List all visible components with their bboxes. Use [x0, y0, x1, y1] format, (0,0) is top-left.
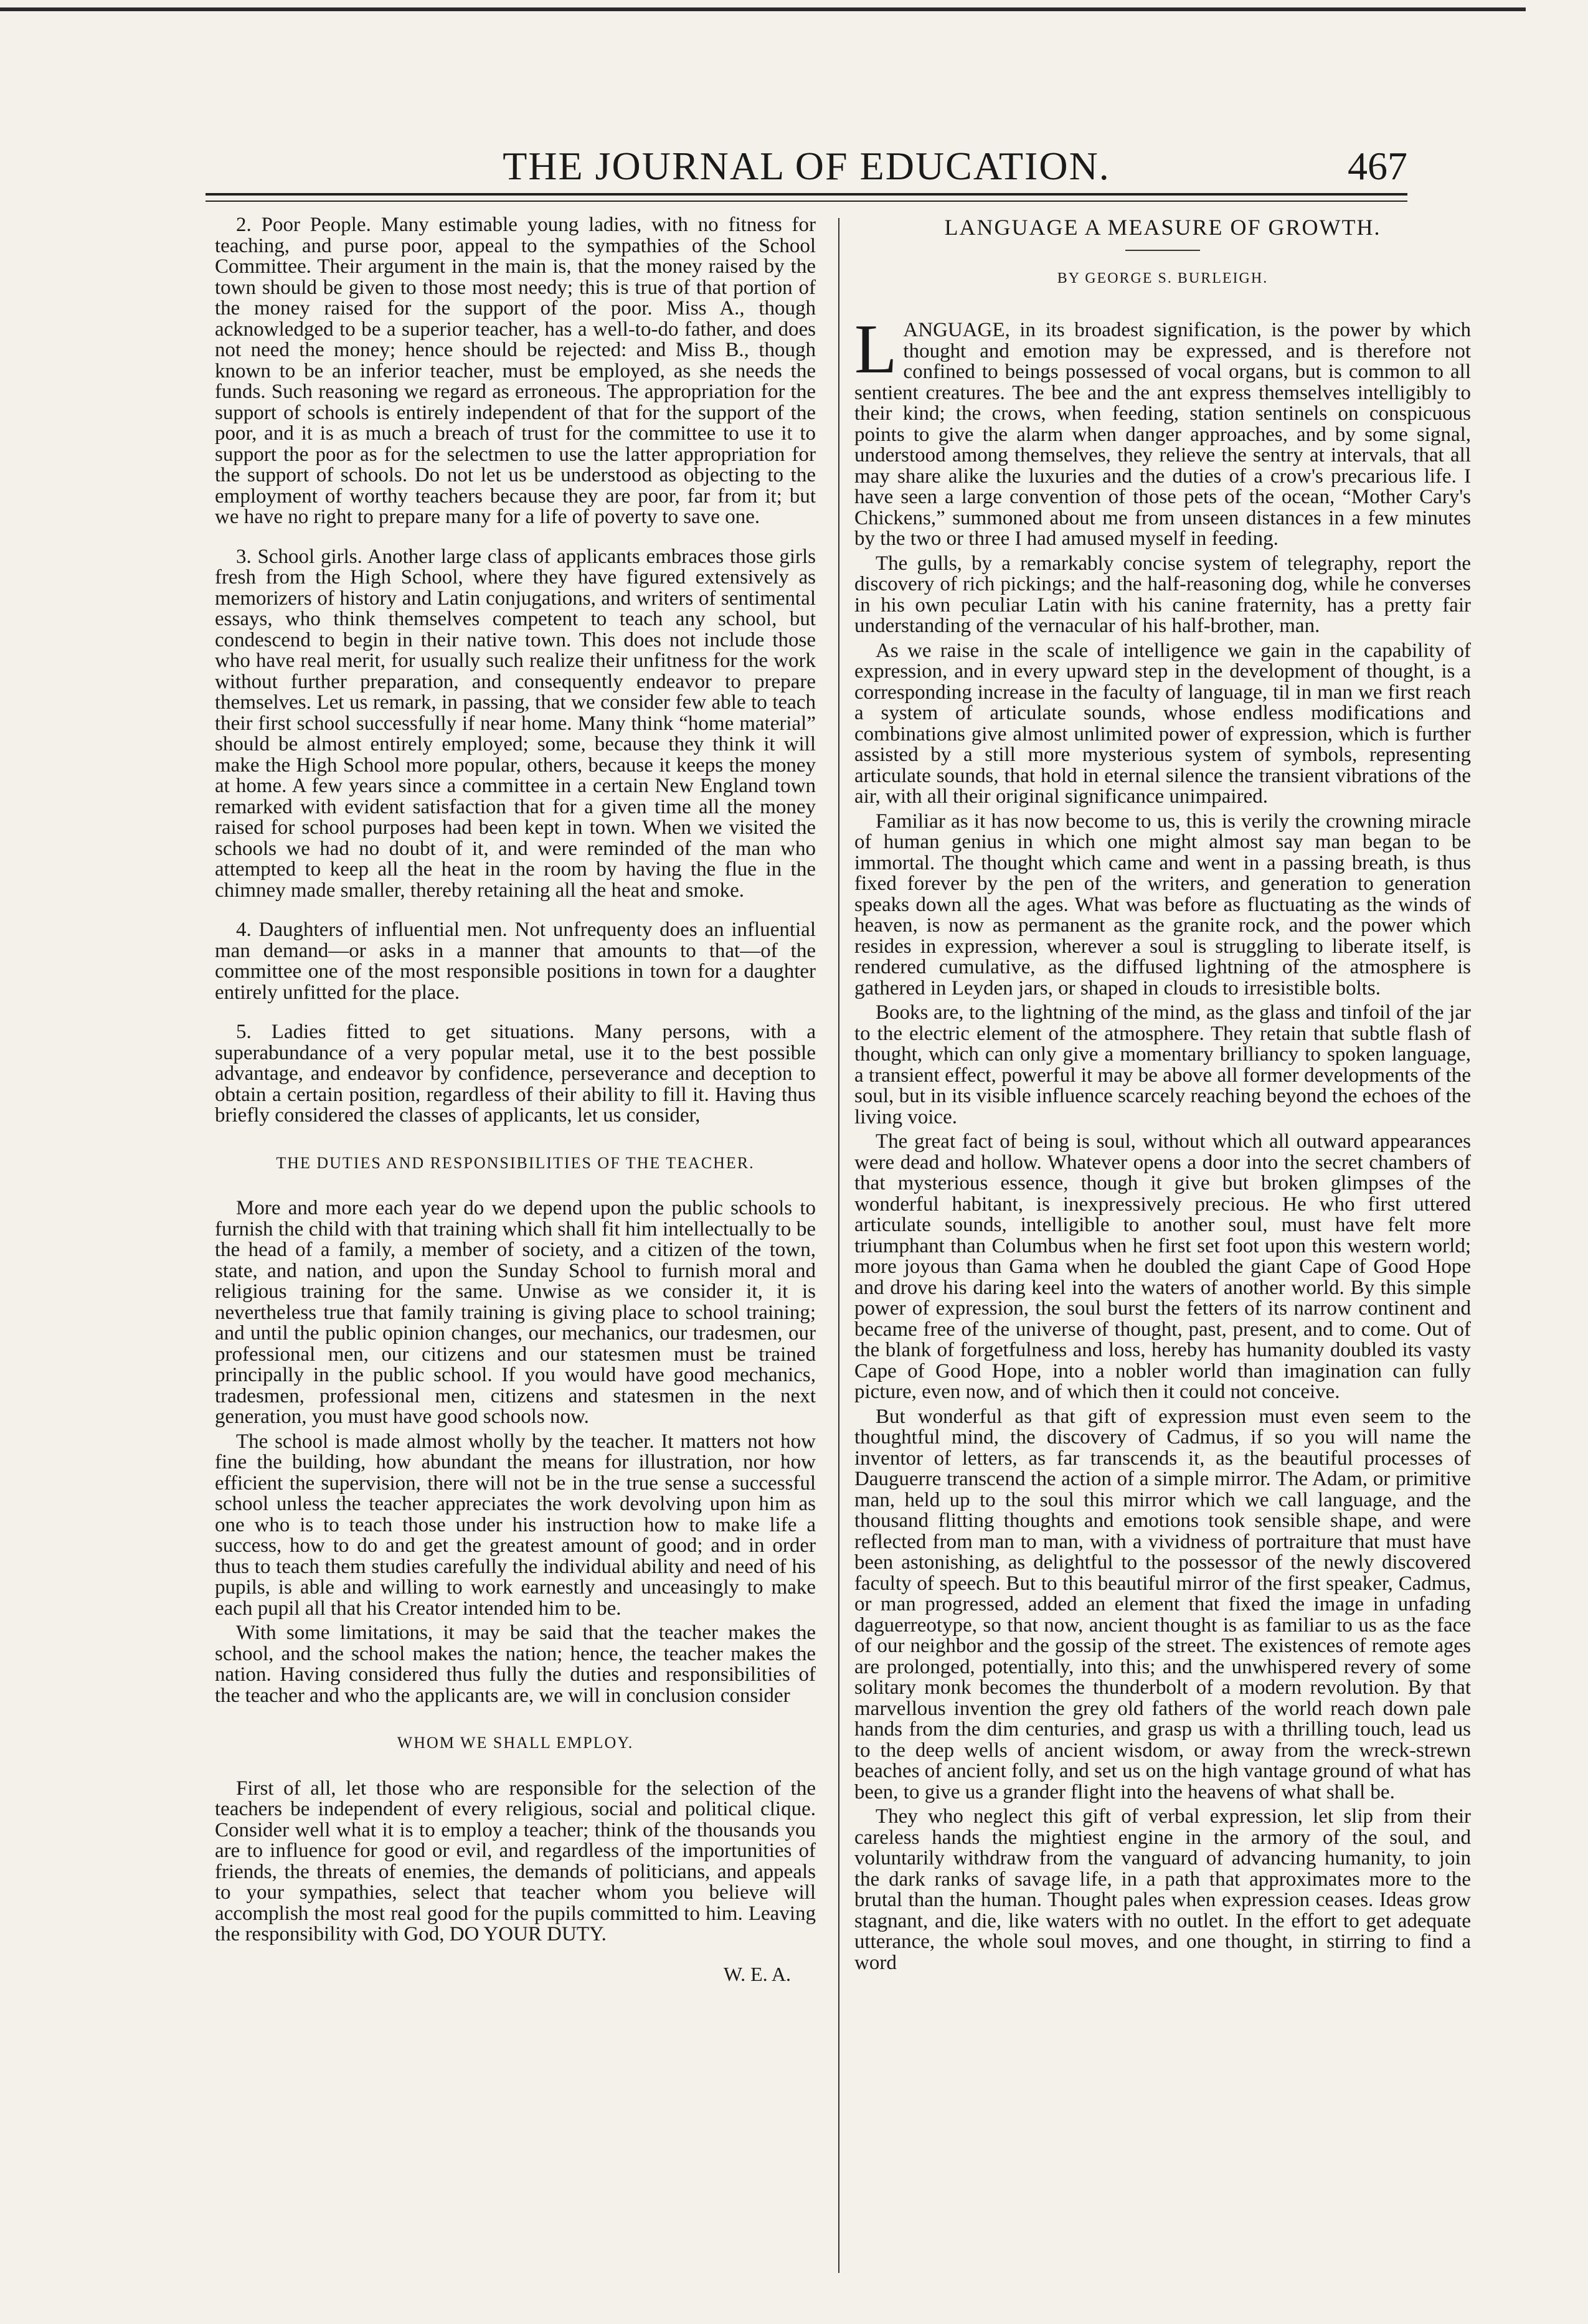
paragraph-6: The great fact of being is soul, without which all outward appearances were dead and hollow. Whatever opens a door into the secret chambers of that mysterious essence, though it give but broken glimpses of the wonderful habitant, is inexpressively precious. He who first uttered articulate sounds, intelligible to another soul, must have felt more triumphant than Columbus when he first set foot upon this western world; more joyous than Gama when he doubled the giant Cape of Good Hope and drove his daring keel into the waters of another world. By this simple power of expression, the soul burst the fetters of its narrow continent and became free of the universe of thought, past, present, and to come. Out of the blank of forgetfulness and loss, hereby has humanity doubled its vasty Cape of Good Hope, into a nobler world than imagination can fully picture, even now, and of which then it could not conceive.	[854, 1130, 1471, 1403]
paragraph-3: As we raise in the scale of intelligence we gain in the capability of expression, and in every upward step in the development of thought, is a corresponding increase in the faculty of language, til in man we first reach a system of articulate sounds, whose endless modifications and combinations give almost unlimited power of expression, which is further assisted by a still more mysterious system of symbols, representing articulate sounds, that hold in eternal silence the transient vibrations of the air, with all their original significance unimpaired.	[854, 639, 1471, 808]
subhead-duties: THE DUTIES AND RESPONSIBILITIES OF THE TEACHER.	[276, 1153, 755, 1172]
column-divider	[838, 218, 839, 2273]
paragraph-duties-2: The school is made almost wholly by the teacher. It matters not how fine the building, how abundant the means for illustration, nor how efficient the supervision, there will not be in the true sense a successful school unless the teacher appreciates the work devolving upon him as one who is to teach those under his instruction how to make life a success, how to do and get the greatest amount of good; and in order thus to teach them studies carefully the individual ability and need of his pupils, is able and willing to work earnestly and unceasingly to make each pupil all that his Creator intended him to be.	[215, 1430, 816, 1620]
paragraph-2: The gulls, by a remarkably concise system of telegraphy, report the discovery of rich pickings; and the half-reasoning dog, while he converses in his own peculiar Latin with his canine fraternity, has a pretty fair understanding of the vernacular of his half-brother, man.	[854, 552, 1471, 637]
paragraph-duties-1: More and more each year do we depend upon the public schools to furnish the child with that training which shall fit him intellectually to be the head of a family, a member of society, and a citizen of the town, state, and nation, and upon the Sunday School to furnish moral and religious training for the same. Unwise as we consider it, it is nevertheless true that family training is giving place to school training; and until the public opinion changes, our mechanics, our tradesmen, our professional men, our citizens and our statesmen must be trained principally in the public school. If you would have good mechanics, tradesmen, professional men, citizens and statesmen in the next generation, you must have good schools now.	[215, 1197, 816, 1428]
header-rule	[206, 193, 1407, 202]
paragraph-whom: First of all, let those who are responsible for the selection of the teachers be independent of every religious, social and political clique. Consider well what it is to employ a teacher; think of the thousands you are to influence for good or evil, and regardless of the importunities of friends, the threats of enemies, the demands of politicians, and appeals to your sympathies, select that teacher whom you believe will accomplish the most real good for the pupils committed to him. Leaving the responsibility with God, DO YOUR DUTY.	[215, 1777, 816, 1945]
paragraph-7: But wonderful as that gift of expression must even seem to the thoughtful mind, the discovery of Cadmus, if so you will name the inventor of letters, as far transcends it, as the beautiful processes of Dauguerre transcend the action of a simple mirror. The Adam, or primitive man, held up to the soul this mirror which we call language, and the thousand flitting thoughts and emotions took sensible shape, and were reflected from man to man, with a vividness of portraiture that must have been astonishing, as delightful to the possessor of the newly discovered faculty of speech. But to this beautiful mirror of the first speaker, Cadmus, or man progressed, added an element that fixed the image in unfading daguerreotype, so that now, ancient thought is as familiar to us as the face of our neighbor and the gossip of the street. The existences of remote ages are prolonged, potentially, into this; and the unwhispered revery of some solitary monk becomes the thunderbolt of a modern revolution. By that marvellous invention the grey old fathers of the world reach down pale hands from the dim centuries, and grasp us with a thrilling touch, lead us to the deep wells of ancient wisdom, or away from the wreck-strewn beaches of ancient folly, and set us on the high vantage ground of what has been, to give us a grander flight into the heavens of what shall be.	[854, 1405, 1471, 1803]
paragraph-4: Familiar as it has now become to us, this is verily the crowning miracle of human genius in which one might almost say man began to be immortal. The thought which came and went in a passing breath, is thus fixed forever by the pen of the writers, and generation to generation speaks down all the ages. What was before as fluctuating as the winds of heaven, is now as permanent as the granite rock, and the power which resides in expression, wherever a soul is struggling to liberate itself, is rendered cumulative, as the diffused lightning of the atmosphere is gathered in Leyden jars, or shaped in clouds to irresistible bolts.	[854, 810, 1471, 999]
journal-title: THE JOURNAL OF EDUCATION.	[503, 144, 1110, 188]
page-header	[206, 125, 1407, 193]
page-number: 467	[1348, 144, 1407, 188]
signature: W. E. A.	[723, 1962, 791, 1985]
paragraph-school-girls: 3. School girls. Another large class of applicants embraces those girls fresh from the High School, where they have figured extensively as memorizers of history and Latin conjugations, and writers of sentimental essays, who think themselves competent to teach any school, but condescend to begin in their native town. This does not include those who have real merit, for usually such realize their unfitness for the work without further preparation, and consequently endeavor to prepare themselves. Let us remark, in passing, that we consider few able to teach their first school successfully if near home. Many think “home material” should be almost entirely employed; some, because they think it will make the High School more popular, others, because it keeps the money at home. A few years since a committee in a certain New England town remarked with evident satisfaction that for a given time all the money raised for school purposes had been kept in town. When we visited the schools we had no doubt of it, and were reminded of the man who attempted to keep all the heat in the room by having the flue in the chimney made smaller, thereby retaining all the heat and smoke.	[215, 545, 816, 902]
right-column	[854, 215, 1471, 1977]
paragraph-5: Books are, to the lightning of the mind, as the glass and tinfoil of the jar to the electric element of the atmosphere. They retain that subtle flash of thought, which can only give a momentary brilliancy to spoken language, a transient effect, powerful it may be above all former developments of the soul, but in its visible influence scarcely reaching beyond the echoes of the living voice.	[854, 1001, 1471, 1128]
drop-cap: L	[854, 311, 897, 388]
paragraph-daughters: 4. Daughters of influential men. Not unfrequenty does an influential man demand—or asks in a manner that amounts to that—of the committee one of the most responsible positions in town for a daughter entirely unfitted for the place.	[215, 919, 816, 1004]
paragraph-poor-people: 2. Poor People. Many estimable young ladies, with no fitness for teaching, and purse poor, appeal to the sympathies of the School Committee. Their argument in the main is, that the money raised by the town should be given to those most needy; this is true of that portion of the money raised for the support of the poor. Miss A., though acknowledged to be a superior teacher, has a well-to-do father, and does not need the money; hence should be rejected: and Miss B., though known to be an inferior teacher, must be employed, as she needs the funds. Such reasoning we regard as erroneous. The appropriation for the support of schools is entirely independent of that for the support of the poor, and it is as much a breach of trust for the committee to use it to support the poor as for the selectmen to use the latter appropriation for the support of schools. Do not let us be understood as objecting to the employment of worthy teachers because they are poor, far from it; but we have no right to prepare many for a life of poverty to save one.	[215, 214, 816, 528]
paragraph-1-text: ANGUAGE, in its broadest signification, is the power by which thought and emotion may be expressed, and is therefore not confined to beings possessed of vocal organs, but is common to all sentient creatures. The bee and the ant express themselves intelligibly to their kind; the crows, when feeding, station sentinels on conspicuous points to give the alarm when danger approaches, and by some signal, understood among themselves, they relieve the sentry at intervals, that all may share alike the luxuries and the duties of a crow's precarious life. I have seen a large convention of those pets of the ocean, “Mother Cary's Chickens,” summoned about me from unseen distances in a few minutes by the two or three I had amused myself in feeding.	[854, 319, 1471, 550]
left-column	[215, 215, 816, 1985]
top-border-rule	[0, 0, 1588, 15]
paragraph-ladies: 5. Ladies fitted to get situations. Many persons, with a superabundance of a very popular metal, use it to the best possible advantage, and endeavor by confidence, perseverance and deception to obtain a certain position, regardless of their ability to fill it. Having thus briefly considered the classes of applicants, let us consider,	[215, 1021, 816, 1127]
title-rule	[1125, 250, 1200, 251]
subhead-whom: WHOM WE SHALL EMPLOY.	[397, 1734, 634, 1752]
paragraph-8: They who neglect this gift of verbal expression, let slip from their careless hands the mightiest engine in the armory of the soul, and voluntarily withdraw from the vanguard of advancing humanity, to join the dark ranks of savage life, in a path that approximates more to the brutal than the human. Thought pales when expression ceases. Ideas grow stagnant, and die, like waters with no outlet. In the effort to get adequate utterance, the whole soul moves, and one thought, in stirring to find a word	[854, 1805, 1471, 1974]
paragraph-duties-3: With some limitations, it may be said that the teacher makes the school, and the school makes the nation; hence, the teacher makes the nation. Having considered thus fully the duties and responsibilities of the teacher and who the applicants are, we will in conclusion consider	[215, 1622, 816, 1707]
byline: BY GEORGE S. BURLEIGH.	[1057, 270, 1269, 286]
paragraph-1	[854, 311, 1471, 550]
article-title: LANGUAGE A MEASURE OF GROWTH.	[944, 215, 1381, 240]
